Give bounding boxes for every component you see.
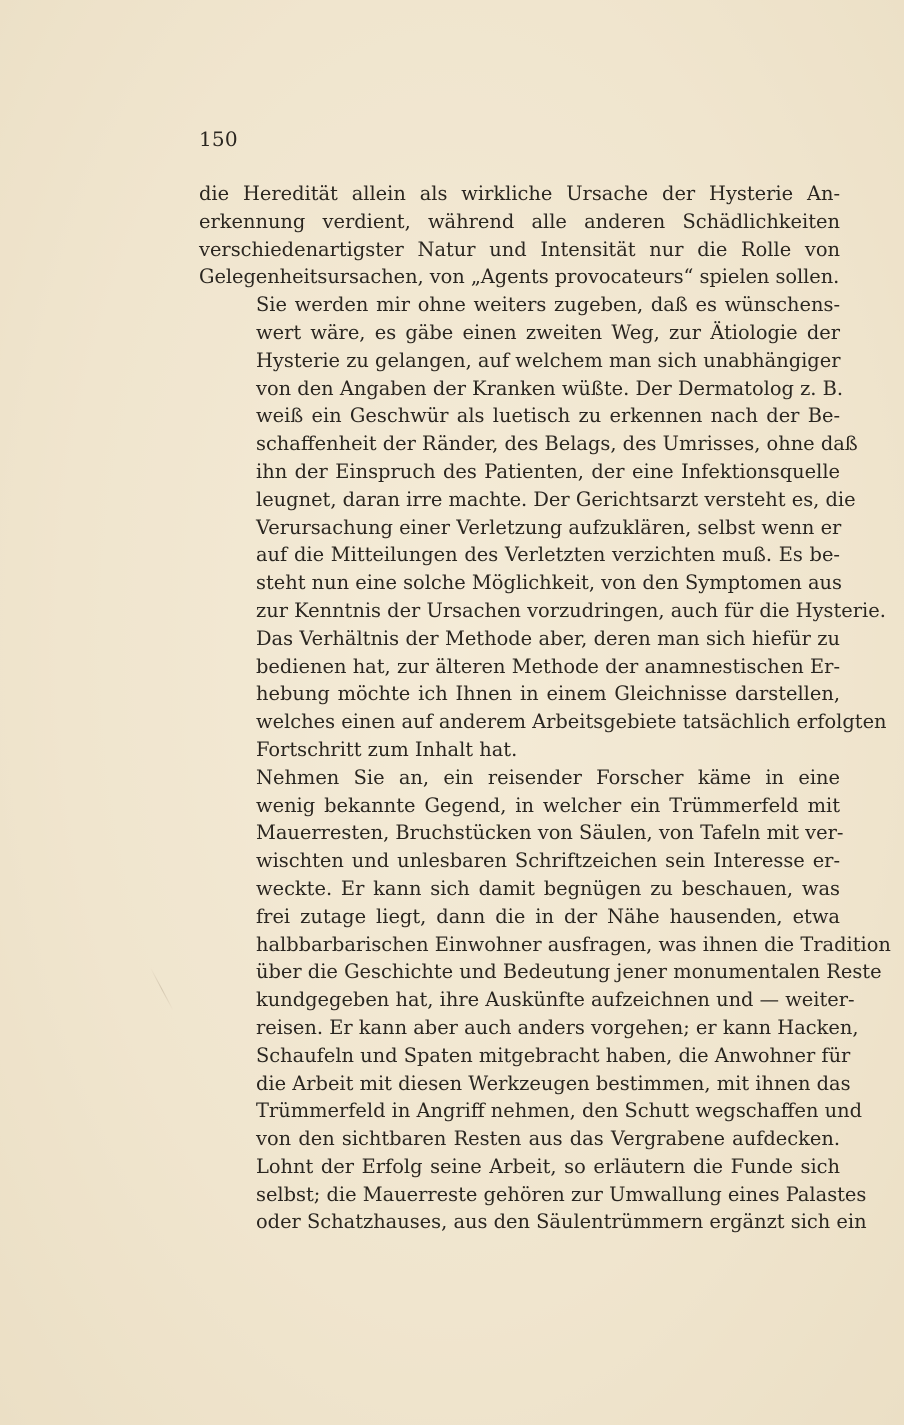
text-line: Trümmerfeld in Angriff nehmen, den Schutt wegschaffen und (256, 1099, 862, 1123)
text-line: bedienen hat, zur älteren Methode der anamnestischen Er- (256, 654, 840, 678)
text-line: Verursachung einer Verletzung aufzuklären, selbst wenn er (256, 515, 842, 539)
text-line: oder Schatzhauses, aus den Säulentrümmern ergänzt sich ein (256, 1210, 867, 1234)
text-line: die Arbeit mit diesen Werkzeugen bestimmen, mit ihnen das (256, 1071, 851, 1095)
text-line: von den sichtbaren Resten aus das Vergrabene aufdecken. (256, 1127, 840, 1151)
text-line: Sie werden mir ohne weiters zugeben, daß es wünschens- (256, 293, 840, 317)
text-line: kundgegeben hat, ihre Auskünfte aufzeichnen und — weiter- (256, 988, 855, 1012)
text-line: Gelegenheitsursachen, von „Agents provocateurs“ spielen sollen. (199, 265, 840, 289)
text-line: erkennung verdient, während alle anderen Schädlichkeiten (199, 209, 840, 233)
paragraph (199, 291, 887, 764)
body-text (199, 180, 891, 1236)
text-line: Das Verhältnis der Methode aber, deren man sich hiefür zu (256, 626, 840, 650)
page-number: 150 (199, 127, 238, 151)
text-line: Mauerresten, Bruchstücken von Säulen, von Tafeln mit ver- (256, 821, 844, 845)
text-line: Hysterie zu gelangen, auf welchem man sich unabhängiger (256, 348, 841, 372)
text-line: wert wäre, es gäbe einen zweiten Weg, zur Ätiologie der (256, 320, 840, 344)
text-line: von den Angaben der Kranken wüßte. Der Dermatolog z. B. (256, 376, 844, 400)
text-line: weiß ein Geschwür als luetisch zu erkennen nach der Be- (256, 404, 840, 428)
text-line: Lohnt der Erfolg seine Arbeit, so erläutern die Funde sich (256, 1154, 840, 1178)
text-line: zur Kenntnis der Ursachen vorzudringen, auch für die Hysterie. (256, 598, 886, 622)
text-line: die Heredität allein als wirkliche Ursache der Hysterie An- (199, 182, 840, 205)
text-line: Fortschritt zum Inhalt hat. (256, 737, 518, 761)
paragraph (199, 764, 891, 1237)
text-line: über die Geschichte und Bedeutung jener monumentalen Reste (256, 960, 882, 984)
text-line: Schaufeln und Spaten mitgebracht haben, die Anwohner für (256, 1043, 851, 1067)
text-line: welches einen auf anderem Arbeitsgebiete tatsächlich erfolgten (256, 710, 887, 734)
text-line: ihn der Einspruch des Patienten, der eine Infektionsquelle (256, 459, 840, 483)
text-line: selbst; die Mauerreste gehören zur Umwallung eines Palastes (256, 1182, 867, 1206)
text-line: schaffenheit der Ränder, des Belags, des Umrisses, ohne daß (256, 432, 858, 456)
text-line: leugnet, daran irre machte. Der Gerichtsarzt versteht es, die (256, 487, 856, 511)
text-line: weckte. Er kann sich damit begnügen zu beschauen, was (256, 876, 840, 900)
text-line: reisen. Er kann aber auch anders vorgehen; er kann Hacken, (256, 1015, 859, 1039)
paper-crease (150, 968, 173, 1011)
text-line: halbbarbarischen Einwohner ausfragen, was ihnen die Tradition (256, 932, 891, 956)
text-line: verschiedenartigster Natur und Intensität nur die Rolle von (199, 237, 840, 261)
paragraph (199, 180, 840, 291)
text-line: frei zutage liegt, dann die in der Nähe hausenden, etwa (256, 904, 840, 928)
text-line: wischten und unlesbaren Schriftzeichen sein Interesse er- (256, 849, 840, 873)
text-line: Nehmen Sie an, ein reisender Forscher käme in eine (256, 765, 840, 789)
text-line: steht nun eine solche Möglichkeit, von den Symptomen aus (256, 571, 842, 595)
text-line: hebung möchte ich Ihnen in einem Gleichnisse darstellen, (256, 682, 840, 706)
text-line: wenig bekannte Gegend, in welcher ein Trümmerfeld mit (256, 793, 840, 817)
text-line: auf die Mitteilungen des Verletzten verzichten muß. Es be- (256, 543, 840, 567)
